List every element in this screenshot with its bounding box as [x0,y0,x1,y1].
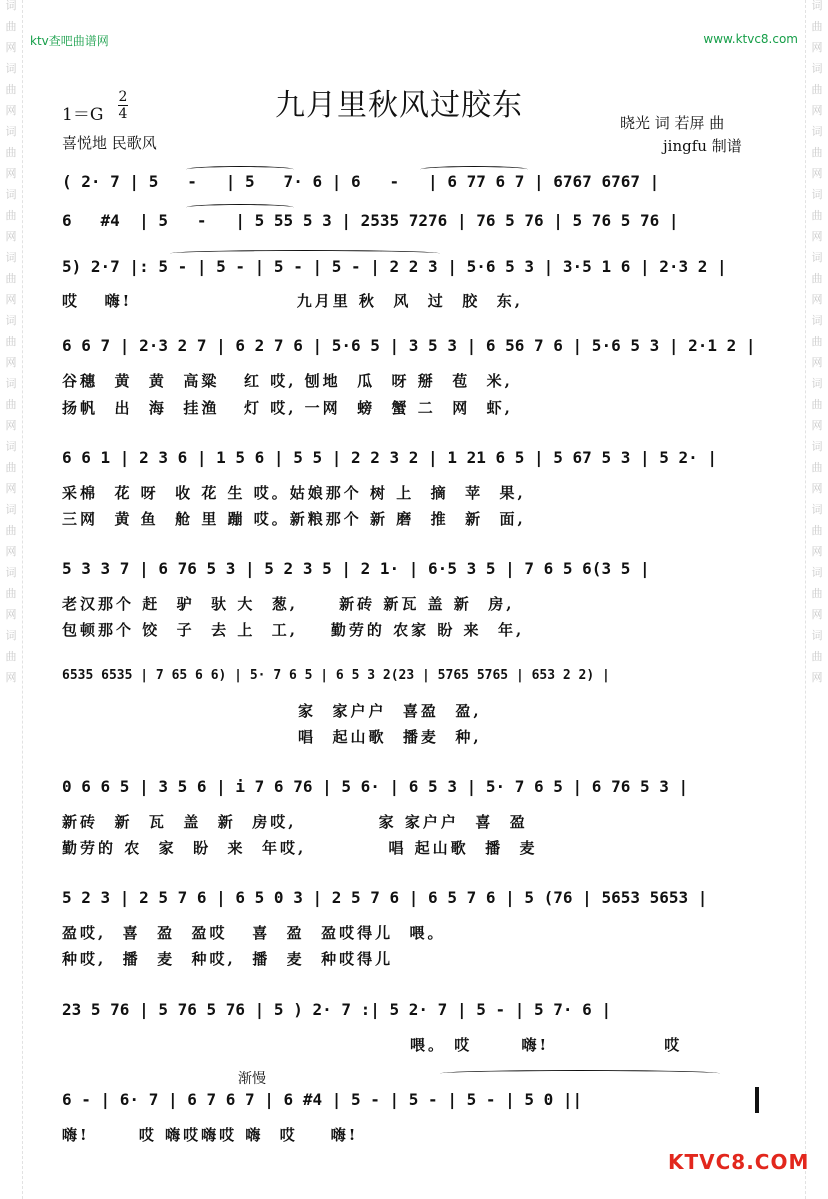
watermark-glyph: 曲 [811,398,823,411]
watermark-glyph: 词 [811,62,823,75]
watermark-glyph: 曲 [5,587,17,600]
score-line-6: 5 3 3 7 | 6 76 5 3 | 5 2 3 5 | 2 1· | 6·5 3 5 | 7 6 5 6(3 5 | [62,559,650,578]
watermark-glyph: 网 [811,167,823,180]
watermark-glyph: 网 [5,608,17,621]
watermark-glyph: 曲 [811,587,823,600]
watermark-glyph: 词 [811,503,823,516]
watermark-glyph: 网 [5,671,17,684]
lyric-line-4a: 谷穗 黄 黄 高粱 红 哎, 刨地 瓜 呀 掰 苞 米, [62,372,513,390]
score-line-4: 6 6 7 | 2·3 2 7 | 6 2 7 6 | 5·6 5 | 3 5 3 | 6 56 7 6 | 5·6 5 3 | 2·1 2 | [62,336,756,355]
score-line-1: ( 2· 7 | 5 - | 5 7· 6 | 6 - | 6 77 6 7 | 6767 6767 | [62,172,660,191]
watermark-glyph: 词 [5,188,17,201]
lyric-line-5a: 采棉 花 呀 收 花 生 哎。姑娘那个 树 上 摘 苹 果, [62,484,526,502]
credits-lyrics: 晓光 词 若屏 曲 [620,114,725,132]
lyric-line-7a: 家 家户户 喜盈 盈, [298,702,482,720]
score-line-9: 5 2 3 | 2 5 7 6 | 6 5 0 3 | 2 5 7 6 | 6 5 7 6 | 5 (76 | 5653 5653 | [62,888,708,907]
watermark-glyph: 曲 [811,146,823,159]
lyric-line-9b: 种哎, 播 麦 种哎, 播 麦 种哎得儿 [62,950,394,968]
score-line-5: 6 6 1 | 2 3 6 | 1 5 6 | 5 5 | 2 2 3 2 | 1 21 6 5 | 5 67 5 3 | 5 2· | [62,448,718,467]
watermark-glyph: 曲 [811,272,823,285]
lyric-line-7b: 唱 起山歌 播麦 种, [298,728,482,746]
lyric-line-9a: 盈哎, 喜 盈 盈哎 喜 盈 盈哎得儿 喂。 [62,924,446,942]
watermark-glyph: 网 [811,482,823,495]
lyric-line-8b: 勤劳的 农 家 盼 来 年哎, 唱 起山歌 播 麦 [62,839,538,857]
lyric-line-10: 喂。 哎 嗨! 哎 [410,1036,683,1054]
lyric-line-5b: 三网 黄 鱼 舱 里 蹦 哎。新粮那个 新 磨 推 新 面, [62,510,526,528]
watermark-glyph: 词 [5,125,17,138]
watermark-glyph: 词 [811,377,823,390]
score-line-3: 5) 2·7 |: 5 - | 5 - | 5 - | 5 - | 2 2 3 | 5·6 5 3 | 3·5 1 6 | 2·3 2 | [62,257,727,276]
watermark-glyph: 网 [811,293,823,306]
watermark-glyph: 网 [811,41,823,54]
watermark-glyph: 网 [811,671,823,684]
footer-logo-text: KTVC8.COM [668,1150,810,1174]
watermark-glyph: 词 [811,440,823,453]
watermark-glyph: 曲 [811,209,823,222]
left-watermark-strip [0,0,23,1199]
watermark-glyph: 曲 [5,524,17,537]
score-line-10: 23 5 76 | 5 76 5 76 | 5 ) 2· 7 :| 5 2· 7 | 5 - | 5 7· 6 | [62,1000,612,1019]
slur-mark [420,166,528,173]
lyric-line-6b: 包顿那个 饺 子 去 上 工, 勤劳的 农家 盼 来 年, [62,621,525,639]
right-watermark-strip [805,0,828,1199]
watermark-glyph: 网 [5,230,17,243]
watermark-glyph: 网 [811,230,823,243]
score-line-11: 6 - | 6· 7 | 6 7 6 7 | 6 #4 | 5 - | 5 - | 5 - | 5 0 || [62,1090,583,1109]
watermark-glyph: 词 [811,629,823,642]
watermark-glyph: 曲 [811,524,823,537]
watermark-glyph: 网 [5,419,17,432]
watermark-glyph: 网 [811,608,823,621]
slur-mark [186,204,294,211]
watermark-glyph: 词 [5,503,17,516]
watermark-glyph: 曲 [5,335,17,348]
score-line-8: 0 6 6 5 | 3 5 6 | i 7 6 76 | 5 6· | 6 5 3 | 5· 7 6 5 | 6 76 5 3 | [62,777,689,796]
final-barline [755,1087,759,1113]
site-name-left: ktv查吧曲谱网 [30,34,109,48]
watermark-glyph: 词 [811,188,823,201]
watermark-glyph: 词 [5,0,17,12]
watermark-glyph: 网 [811,356,823,369]
song-title: 九月里秋风过胶东 [275,88,523,123]
watermark-glyph: 词 [5,314,17,327]
slur-mark [440,1070,720,1077]
watermark-glyph: 词 [811,125,823,138]
watermark-glyph: 词 [5,377,17,390]
watermark-glyph: 网 [811,419,823,432]
time-top: 2 [118,89,128,105]
watermark-glyph: 词 [811,566,823,579]
watermark-glyph: 网 [5,104,17,117]
watermark-glyph: 曲 [811,335,823,348]
watermark-glyph: 词 [5,251,17,264]
watermark-glyph: 网 [5,482,17,495]
watermark-glyph: 曲 [811,83,823,96]
credits-transcriber: jingfu 制谱 [663,137,742,155]
slur-mark [186,166,294,173]
watermark-glyph: 网 [5,41,17,54]
watermark-glyph: 曲 [811,461,823,474]
watermark-glyph: 曲 [5,398,17,411]
time-signature [118,90,128,121]
watermark-glyph: 网 [5,293,17,306]
lyric-line-3: 哎 嗨! 九月里 秋 风 过 胶 东, [62,292,523,310]
watermark-glyph: 词 [5,440,17,453]
watermark-glyph: 曲 [5,146,17,159]
lyric-line-11: 嗨! 哎 嗨哎嗨哎 嗨 哎 嗨! [62,1126,359,1144]
tempo-gradual-marking: 渐慢 [238,1071,266,1087]
watermark-glyph: 网 [5,545,17,558]
watermark-glyph: 曲 [5,650,17,663]
score-line-7: 6535 6535 | 7 65 6 6) | 5· 7 6 5 | 6 5 3 2(23 | 5765 5765 | 653 2 2) | [62,668,610,683]
footer-logo [668,1150,809,1174]
tempo-style: 喜悦地 民歌风 [62,134,157,152]
site-url-right: www.ktvc8.com [703,32,798,46]
slur-mark [170,250,440,257]
watermark-glyph: 词 [811,314,823,327]
watermark-glyph: 曲 [811,20,823,33]
watermark-glyph: 词 [811,0,823,12]
score-line-2: 6 #4 | 5 - | 5 55 5 3 | 2535 7276 | 76 5 76 | 5 76 5 76 | [62,211,679,230]
watermark-glyph: 网 [811,545,823,558]
watermark-glyph: 曲 [5,461,17,474]
watermark-glyph: 曲 [5,209,17,222]
watermark-glyph: 曲 [5,272,17,285]
lyric-line-4b: 扬帆 出 海 挂渔 灯 哎, 一网 螃 蟹 二 网 虾, [62,399,513,417]
key-signature: 1＝G [62,105,104,125]
time-bottom: 4 [118,106,128,122]
watermark-glyph: 曲 [811,650,823,663]
watermark-glyph: 网 [5,356,17,369]
lyric-line-6a: 老汉那个 赶 驴 驮 大 葱, 新砖 新瓦 盖 新 房, [62,595,515,613]
watermark-glyph: 词 [811,251,823,264]
watermark-glyph: 词 [5,566,17,579]
watermark-glyph: 曲 [5,20,17,33]
lyric-line-8a: 新砖 新 瓦 盖 新 房哎, 家 家户户 喜 盈 [62,813,528,831]
watermark-glyph: 词 [5,62,17,75]
watermark-glyph: 网 [811,104,823,117]
watermark-glyph: 网 [5,167,17,180]
watermark-glyph: 词 [5,629,17,642]
watermark-glyph: 曲 [5,83,17,96]
